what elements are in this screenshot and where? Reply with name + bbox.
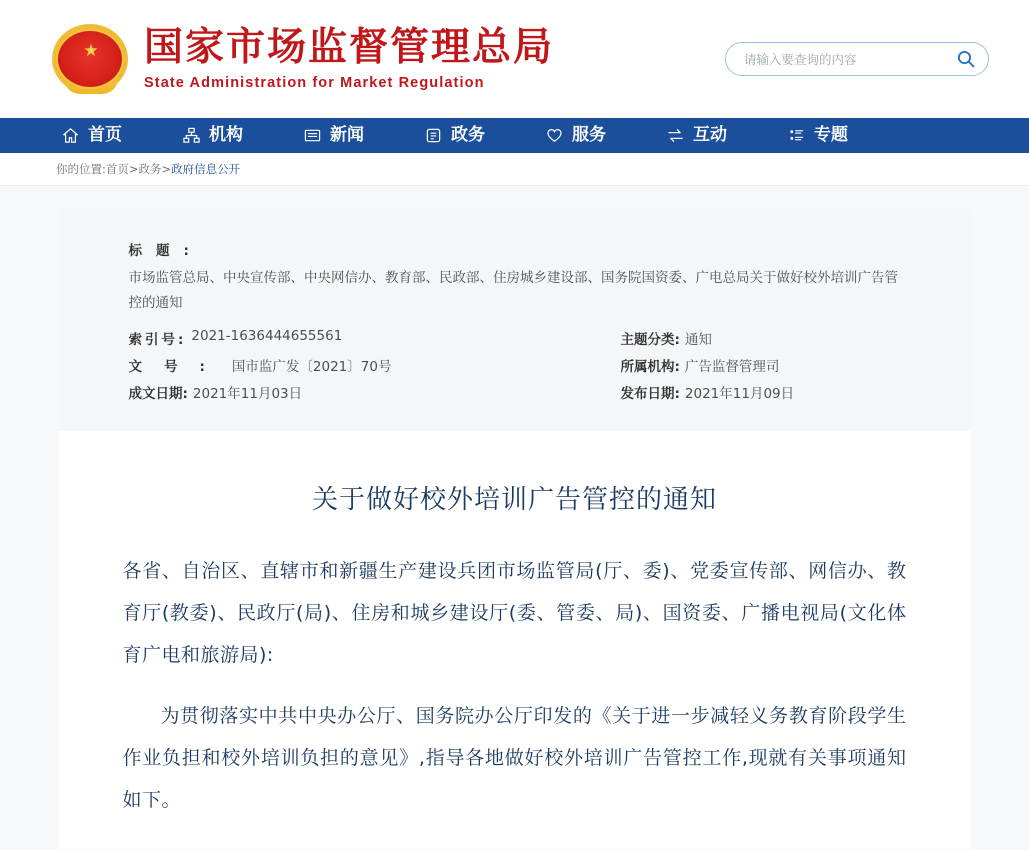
- site-title-block: [144, 27, 554, 91]
- main-nav: [0, 118, 1029, 153]
- meta-label-category: 主题分类:: [620, 331, 680, 348]
- exchange-icon: [667, 127, 684, 144]
- news-icon: [304, 127, 321, 144]
- site-header: [0, 0, 1029, 118]
- meta-value-category: 通知: [684, 331, 712, 348]
- nav-label: 机构: [209, 125, 243, 145]
- document-meta: [59, 209, 971, 431]
- meta-row-title: [129, 239, 901, 259]
- meta-cell-index: [129, 328, 621, 348]
- breadcrumb-current[interactable]: 政府信息公开: [171, 162, 241, 176]
- meta-value-written: 2021年11月03日: [192, 385, 303, 402]
- government-icon: [425, 127, 442, 144]
- nav-label: 互动: [693, 125, 727, 145]
- article-card: [59, 209, 971, 849]
- breadcrumb-path[interactable]: 首页>政务>: [105, 162, 172, 176]
- meta-label-written: 成文日期:: [128, 385, 188, 402]
- document-body: [59, 431, 971, 821]
- document-paragraph: 各省、自治区、直辖市和新疆生产建设兵团市场监管局(厅、委)、党委宣传部、网信办、教育厅(教委)、民政厅(局)、住房和城乡建设厅(委、管委、局)、国资委、广播电视局(文化体育广电和旅游局):: [122, 559, 907, 666]
- nav-item-organization[interactable]: [183, 127, 243, 144]
- meta-cell-docnum: [129, 355, 621, 375]
- meta-label-published: 发布日期:: [620, 385, 680, 402]
- nav-label: 专题: [814, 125, 848, 145]
- meta-value-docnum: 国市监广发〔2021〕70号: [231, 358, 392, 375]
- meta-cell-dept: [621, 355, 780, 375]
- meta-cell-category: [621, 328, 712, 348]
- meta-row-dates: [129, 382, 901, 402]
- content-background: [0, 186, 1029, 850]
- search-icon[interactable]: [956, 49, 976, 69]
- breadcrumb: [56, 161, 240, 177]
- meta-value-title: 市场监管总局、中央宣传部、中央网信办、教育部、民政部、住房城乡建设部、国务院国资委、广电总局关于做好校外培训广告管控的通知: [128, 270, 898, 311]
- nav-label: 服务: [572, 125, 606, 145]
- meta-cell-written: [129, 382, 621, 402]
- document-paragraph: 为贯彻落实中共中央办公厅、国务院办公厅印发的《关于进一步减轻义务教育阶段学生作业负担和校外培训负担的意见》,指导各地做好校外培训广告管控工作,现就有关事项通知如下。: [122, 704, 907, 811]
- search-area: [725, 42, 989, 76]
- topic-icon: [788, 127, 805, 144]
- nav-label: 首页: [88, 125, 122, 145]
- nav-item-home[interactable]: [62, 127, 122, 144]
- site-title-en: State Administration for Market Regulation: [144, 74, 485, 91]
- meta-row-index: [129, 328, 901, 348]
- org-chart-icon: [183, 127, 200, 144]
- nav-label: 新闻: [330, 125, 364, 145]
- nav-label: 政务: [451, 125, 485, 145]
- home-icon: [62, 127, 79, 144]
- document-title: 关于做好校外培训广告管控的通知: [311, 484, 717, 515]
- search-box[interactable]: [725, 42, 989, 76]
- nav-item-interaction[interactable]: [667, 127, 727, 144]
- meta-label-title: 标题:: [128, 243, 203, 259]
- national-emblem-icon: ★: [52, 20, 130, 98]
- meta-value-dept: 广告监督管理司: [684, 358, 780, 375]
- search-input[interactable]: [742, 51, 956, 68]
- meta-row-docnum: [129, 355, 901, 375]
- meta-value-index: 2021-1636444655561: [191, 327, 343, 344]
- meta-label-dept: 所属机构:: [620, 358, 680, 375]
- heart-icon: [546, 127, 563, 144]
- breadcrumb-bar: [0, 153, 1029, 186]
- nav-item-service[interactable]: [546, 127, 606, 144]
- site-title-cn: 国家市场监督管理总局: [144, 25, 555, 71]
- nav-item-topic[interactable]: [788, 127, 848, 144]
- nav-item-news[interactable]: [304, 127, 364, 144]
- nav-item-government[interactable]: [425, 127, 485, 144]
- meta-value-published: 2021年11月09日: [684, 385, 795, 402]
- meta-label-docnum: 文号:: [128, 358, 227, 375]
- meta-cell-published: [621, 382, 795, 402]
- breadcrumb-prefix: 你的位置:: [56, 162, 106, 176]
- meta-label-index: 索引号:: [128, 331, 187, 348]
